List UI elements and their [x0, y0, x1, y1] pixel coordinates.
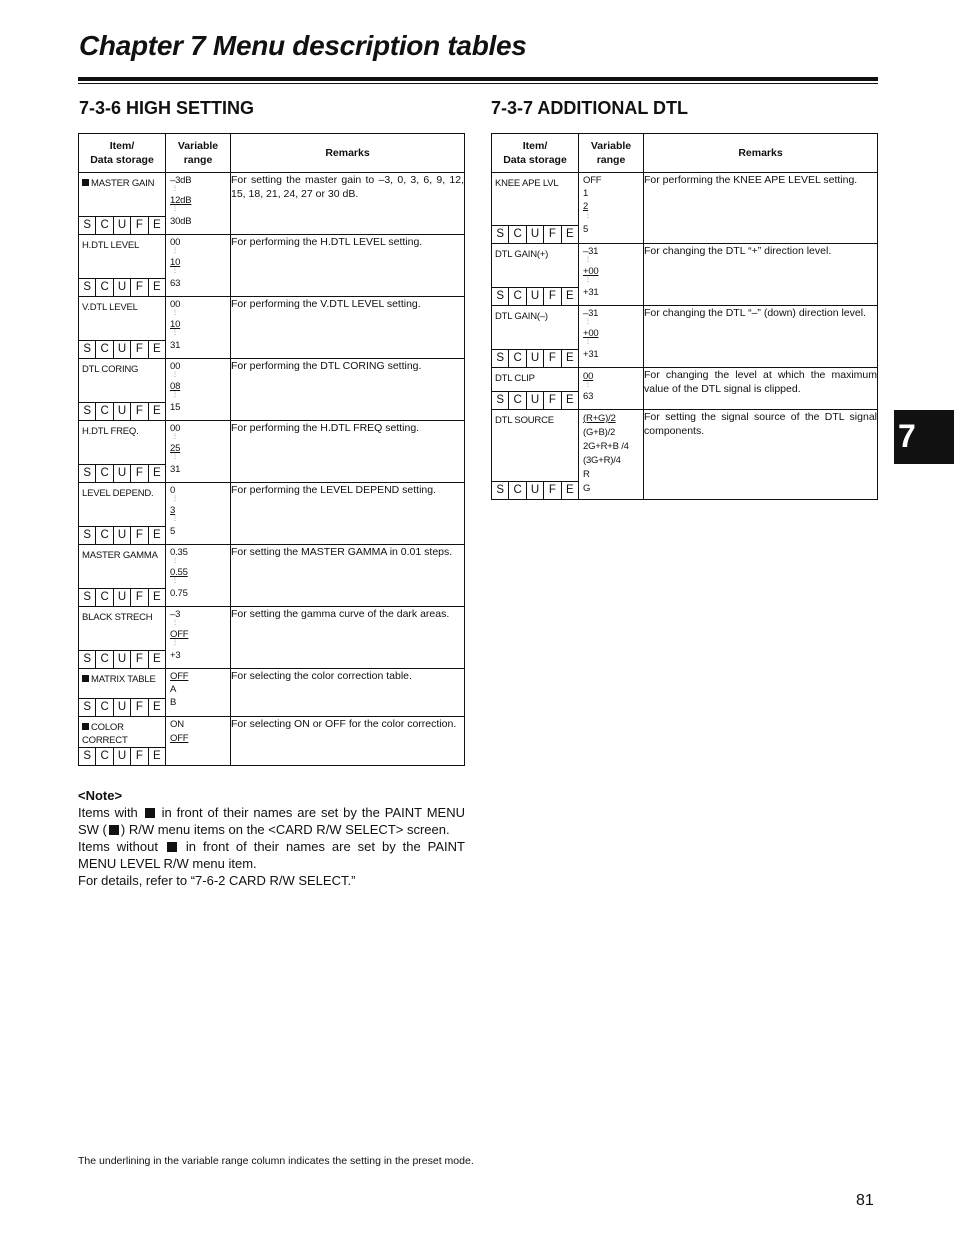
item-cell	[492, 244, 579, 306]
range-max: 63	[170, 278, 181, 289]
variable-range-cell	[579, 306, 644, 368]
header-variable-range	[166, 134, 231, 173]
range-preset: 10	[170, 319, 181, 330]
remarks-cell: For setting the MASTER GAMMA in 0.01 steps.	[231, 545, 465, 607]
item-cell	[492, 410, 579, 500]
item-name: DTL SOURCE	[495, 415, 554, 426]
range-dots-icon: ⋮	[172, 578, 178, 584]
range-max: 30dB	[170, 216, 192, 227]
flag-s: S	[83, 343, 92, 355]
flag-u: U	[526, 350, 543, 367]
flag-e: E	[561, 226, 578, 243]
flag-s: S	[496, 290, 505, 302]
remarks-cell: For setting the gamma curve of the dark areas.	[231, 607, 465, 669]
additional-dtl-table	[491, 133, 878, 500]
flag-e: E	[561, 392, 578, 409]
variable-range-cell	[166, 421, 231, 483]
flag-e: E	[148, 279, 165, 296]
flag-c: C	[95, 527, 112, 544]
flag-f: F	[543, 288, 560, 305]
header-rule-thick	[78, 77, 878, 81]
range-min: –31	[583, 308, 599, 319]
header-var-line2: range	[183, 154, 213, 166]
range-option: B	[170, 697, 177, 708]
range-dots-icon: ⋮	[585, 257, 591, 263]
range-option: 2G+R+B /4	[583, 441, 629, 452]
variable-range-cell	[166, 717, 231, 766]
flag-e: E	[148, 748, 165, 765]
flag-c: C	[95, 699, 112, 716]
item-name: KNEE APE LVL	[495, 178, 559, 189]
flag-s: S	[83, 405, 92, 417]
flag-c: C	[95, 403, 112, 420]
item-name: DTL GAIN(+)	[495, 249, 549, 260]
table-row	[79, 297, 465, 359]
range-dots-icon: ⋮	[172, 186, 178, 192]
table-row	[492, 244, 878, 306]
note-text: Items without	[78, 839, 158, 854]
flag-e: E	[561, 350, 578, 367]
storage-flags	[79, 747, 165, 765]
high-setting-heading: 7-3-6 HIGH SETTING	[79, 98, 255, 118]
range-min: OFF	[583, 175, 602, 186]
storage-flags	[79, 464, 165, 482]
range-max: +3	[170, 650, 181, 661]
storage-flags	[79, 278, 165, 296]
storage-flags	[79, 216, 165, 234]
range-dots-icon: ⋮	[172, 454, 178, 460]
storage-flags	[492, 349, 578, 367]
item-cell	[79, 717, 166, 766]
flag-f: F	[130, 217, 147, 234]
range-preset: 2	[583, 201, 589, 212]
range-preset: 25	[170, 443, 181, 454]
variable-range-cell	[166, 235, 231, 297]
header-item-line2: Data storage	[90, 154, 154, 166]
paint-menu-sw-mark-icon	[82, 675, 89, 682]
flag-e: E	[148, 699, 165, 716]
header-rule-thin	[78, 83, 878, 84]
flag-c: C	[95, 651, 112, 668]
flag-e: E	[561, 482, 578, 499]
high-setting-table	[78, 133, 465, 766]
range-preset: +00	[583, 266, 599, 277]
item-cell	[79, 359, 166, 421]
range-dots-icon: ⋮	[172, 496, 178, 502]
variable-range-cell	[579, 368, 644, 410]
paint-menu-sw-mark-icon	[167, 842, 177, 852]
range-option: (R+G)/2	[583, 413, 616, 424]
table-row	[79, 717, 465, 766]
table-row	[492, 410, 878, 500]
range-preset: 12dB	[170, 195, 192, 206]
remarks-cell: For selecting ON or OFF for the color correction.	[231, 717, 465, 766]
table-header-row	[79, 134, 465, 173]
table-header-row	[492, 134, 878, 173]
range-option: OFF	[170, 733, 189, 744]
remarks-cell: For performing the LEVEL DEPEND setting.	[231, 483, 465, 545]
item-cell	[492, 306, 579, 368]
item-cell	[492, 368, 579, 410]
storage-flags	[492, 287, 578, 305]
variable-range-cell	[579, 410, 644, 500]
item-cell	[79, 669, 166, 717]
variable-range-cell	[166, 545, 231, 607]
flag-u: U	[113, 341, 130, 358]
item-name: BLACK STRECH	[82, 612, 153, 623]
range-min: –31	[583, 246, 599, 257]
flag-e: E	[148, 651, 165, 668]
flag-c: C	[95, 341, 112, 358]
remarks-cell: For performing the H.DTL FREQ setting.	[231, 421, 465, 483]
range-dots-icon: ⋮	[585, 382, 591, 388]
flag-e: E	[148, 589, 165, 606]
range-dots-icon: ⋮	[172, 372, 178, 378]
item-name	[82, 673, 163, 686]
remarks-cell: For performing the KNEE APE LEVEL setting.	[644, 173, 878, 244]
remarks-cell: For setting the signal source of the DTL signal components.	[644, 410, 878, 500]
item-cell	[492, 173, 579, 244]
table-row	[79, 483, 465, 545]
range-min: 00	[170, 361, 181, 372]
table-row	[79, 421, 465, 483]
flag-s: S	[83, 529, 92, 541]
range-dots-icon: ⋮	[172, 268, 178, 274]
flag-e: E	[148, 403, 165, 420]
range-dots-icon: ⋮	[172, 248, 178, 254]
table-row	[79, 545, 465, 607]
range-min: –3	[170, 609, 181, 620]
item-label: MATRIX TABLE	[91, 674, 156, 685]
flag-e: E	[148, 527, 165, 544]
remarks-cell: For changing the level at which the maximum value of the DTL signal is clipped.	[644, 368, 878, 410]
range-dots-icon: ⋮	[585, 339, 591, 345]
additional-dtl-heading: 7-3-7 ADDITIONAL DTL	[491, 98, 689, 118]
range-max: 31	[170, 340, 181, 351]
flag-s: S	[83, 281, 92, 293]
flag-f: F	[543, 392, 560, 409]
remarks-cell: For performing the H.DTL LEVEL setting.	[231, 235, 465, 297]
table-row	[79, 173, 465, 235]
flag-u: U	[113, 217, 130, 234]
flag-s: S	[83, 467, 92, 479]
header-item-line1: Item/	[522, 140, 548, 152]
variable-range-cell	[166, 297, 231, 359]
chapter-tab	[894, 410, 954, 464]
variable-range-cell	[166, 173, 231, 235]
variable-range-cell	[166, 359, 231, 421]
range-dots-icon: ⋮	[172, 640, 178, 646]
variable-range-cell	[166, 607, 231, 669]
item-cell	[79, 297, 166, 359]
flag-c: C	[508, 482, 525, 499]
table-row	[79, 359, 465, 421]
flag-f: F	[543, 226, 560, 243]
flag-s: S	[83, 701, 92, 713]
table-row	[79, 607, 465, 669]
flag-c: C	[95, 279, 112, 296]
flag-f: F	[130, 527, 147, 544]
item-name	[82, 721, 163, 747]
range-dots-icon: ⋮	[172, 558, 178, 564]
header-remarks: Remarks	[231, 134, 465, 173]
flag-f: F	[130, 279, 147, 296]
header-item-line2: Data storage	[503, 154, 567, 166]
range-min: 00	[170, 299, 181, 310]
flag-f: F	[130, 341, 147, 358]
note-text: Items with	[78, 805, 138, 820]
range-option: OFF	[170, 671, 189, 682]
flag-f: F	[130, 589, 147, 606]
remarks-cell: For performing the V.DTL LEVEL setting.	[231, 297, 465, 359]
flag-u: U	[113, 651, 130, 668]
range-min: 0.35	[170, 547, 188, 558]
flag-u: U	[526, 288, 543, 305]
header-var-line1: Variable	[177, 140, 219, 152]
range-max: +31	[583, 287, 599, 298]
table-row	[492, 173, 878, 244]
item-cell	[79, 421, 166, 483]
item-name: H.DTL LEVEL	[82, 240, 140, 251]
flag-f: F	[130, 651, 147, 668]
table-row	[79, 669, 465, 717]
flag-e: E	[561, 288, 578, 305]
item-cell	[79, 483, 166, 545]
flag-u: U	[526, 226, 543, 243]
range-preset: OFF	[170, 629, 189, 640]
flag-c: C	[508, 288, 525, 305]
range-dots-icon: ⋮	[172, 330, 178, 336]
range-value: 1	[583, 188, 589, 199]
flag-u: U	[526, 482, 543, 499]
item-cell	[79, 235, 166, 297]
chapter-title: Chapter 7 Menu description tables	[79, 30, 527, 61]
flag-u: U	[113, 403, 130, 420]
header-item	[492, 134, 579, 173]
range-preset: 3	[170, 505, 176, 516]
variable-range-cell	[166, 669, 231, 717]
range-max: +31	[583, 349, 599, 360]
footnote: The underlining in the variable range column indicates the setting in the preset mode.	[78, 1155, 474, 1167]
variable-range-cell	[579, 244, 644, 306]
variable-range-cell	[166, 483, 231, 545]
flag-f: F	[543, 482, 560, 499]
range-max: 5	[583, 224, 589, 235]
flag-f: F	[543, 350, 560, 367]
item-cell	[79, 545, 166, 607]
item-cell	[79, 173, 166, 235]
chapter-tab-number: 7	[898, 418, 916, 454]
item-name: DTL CORING	[82, 364, 139, 375]
header-var-line1: Variable	[590, 140, 632, 152]
item-label-line2: CORRECT	[82, 735, 128, 746]
flag-c: C	[95, 748, 112, 765]
header-var-line2: range	[596, 154, 626, 166]
range-option: (G+B)/2	[583, 427, 616, 438]
flag-e: E	[148, 341, 165, 358]
range-min: 00	[170, 423, 181, 434]
header-remarks: Remarks	[644, 134, 878, 173]
range-dots-icon: ⋮	[172, 516, 178, 522]
storage-flags	[492, 391, 578, 409]
paint-menu-sw-mark-icon	[82, 723, 89, 730]
table-row	[492, 368, 878, 410]
note-block	[78, 787, 465, 889]
range-max: 63	[583, 391, 594, 402]
range-preset: +00	[583, 328, 599, 339]
remarks-cell: For changing the DTL “–” (down) direction level.	[644, 306, 878, 368]
range-dots-icon: ⋮	[172, 620, 178, 626]
range-max: 0.75	[170, 588, 188, 599]
item-name: MASTER GAMMA	[82, 550, 158, 561]
flag-c: C	[508, 226, 525, 243]
flag-s: S	[83, 750, 92, 762]
storage-flags	[79, 402, 165, 420]
storage-flags	[492, 481, 578, 499]
flag-s: S	[83, 591, 92, 603]
note-text: in front of their names are set by the PAINT MENU LEVEL R/W menu item.	[78, 839, 465, 871]
header-item	[79, 134, 166, 173]
item-name: LEVEL DEPEND.	[82, 488, 154, 499]
variable-range-cell	[579, 173, 644, 244]
note-paragraph	[78, 838, 465, 872]
flag-u: U	[113, 589, 130, 606]
item-name: DTL CLIP	[495, 373, 535, 384]
range-option: (3G+R)/4	[583, 455, 621, 466]
flag-s: S	[496, 394, 505, 406]
table-row	[79, 235, 465, 297]
range-dots-icon: ⋮	[172, 434, 178, 440]
range-min: –3dB	[170, 175, 192, 186]
header-variable-range	[579, 134, 644, 173]
paint-menu-sw-mark-icon	[82, 179, 89, 186]
flag-s: S	[83, 653, 92, 665]
note-text: ) R/W menu items on the <CARD R/W SELECT> screen.	[120, 822, 450, 837]
flag-c: C	[508, 350, 525, 367]
note-title: <Note>	[78, 788, 123, 803]
flag-e: E	[148, 465, 165, 482]
storage-flags	[79, 698, 165, 716]
item-cell	[79, 607, 166, 669]
item-label: MASTER GAIN	[91, 178, 155, 189]
remarks-cell: For performing the DTL CORING setting.	[231, 359, 465, 421]
range-preset: 08	[170, 381, 181, 392]
header-item-line1: Item/	[109, 140, 135, 152]
range-min: 00	[170, 237, 181, 248]
flag-s: S	[496, 228, 505, 240]
note-text: in front of their names are set by the PAINT MENU SW (	[78, 805, 465, 837]
range-dots-icon: ⋮	[585, 277, 591, 283]
range-max: 31	[170, 464, 181, 475]
flag-f: F	[130, 699, 147, 716]
flag-s: S	[496, 352, 505, 364]
flag-u: U	[113, 465, 130, 482]
paint-menu-sw-mark-icon	[109, 825, 119, 835]
item-name: V.DTL LEVEL	[82, 302, 138, 313]
remarks-cell: For setting the master gain to –3, 0, 3, 6, 9, 12, 15, 18, 21, 24, 27 or 30 dB.	[231, 173, 465, 235]
item-name	[82, 177, 163, 190]
flag-s: S	[83, 219, 92, 231]
page-number: 81	[856, 1192, 874, 1209]
note-paragraph: For details, refer to “7-6-2 CARD R/W SELECT.”	[78, 873, 356, 888]
flag-u: U	[526, 392, 543, 409]
range-dots-icon: ⋮	[585, 319, 591, 325]
range-max: 15	[170, 402, 181, 413]
remarks-cell: For changing the DTL “+” direction level.	[644, 244, 878, 306]
item-name: H.DTL FREQ.	[82, 426, 139, 437]
storage-flags	[79, 588, 165, 606]
flag-f: F	[130, 465, 147, 482]
item-label: COLOR	[91, 722, 124, 733]
remarks-cell: For selecting the color correction table.	[231, 669, 465, 717]
range-preset: 0.55	[170, 567, 188, 578]
flag-c: C	[95, 589, 112, 606]
storage-flags	[79, 340, 165, 358]
storage-flags	[79, 526, 165, 544]
range-dots-icon: ⋮	[585, 213, 591, 219]
note-paragraph	[78, 804, 465, 838]
flag-s: S	[496, 484, 505, 496]
range-option: ON	[170, 719, 184, 730]
flag-c: C	[95, 465, 112, 482]
flag-f: F	[130, 748, 147, 765]
flag-u: U	[113, 748, 130, 765]
storage-flags	[492, 225, 578, 243]
paint-menu-sw-mark-icon	[145, 808, 155, 818]
flag-c: C	[95, 217, 112, 234]
item-name: DTL GAIN(–)	[495, 311, 548, 322]
table-row	[492, 306, 878, 368]
range-preset: 00	[583, 371, 594, 382]
range-min: 0	[170, 485, 176, 496]
range-preset: 10	[170, 257, 181, 268]
flag-u: U	[113, 279, 130, 296]
flag-c: C	[508, 392, 525, 409]
range-dots-icon: ⋮	[172, 310, 178, 316]
flag-u: U	[113, 699, 130, 716]
range-option: A	[170, 684, 177, 695]
range-option: R	[583, 469, 590, 480]
flag-e: E	[148, 217, 165, 234]
range-max: 5	[170, 526, 176, 537]
range-dots-icon: ⋮	[172, 392, 178, 398]
flag-u: U	[113, 527, 130, 544]
storage-flags	[79, 650, 165, 668]
flag-f: F	[130, 403, 147, 420]
range-dots-icon: ⋮	[172, 206, 178, 212]
range-option: G	[583, 483, 591, 494]
